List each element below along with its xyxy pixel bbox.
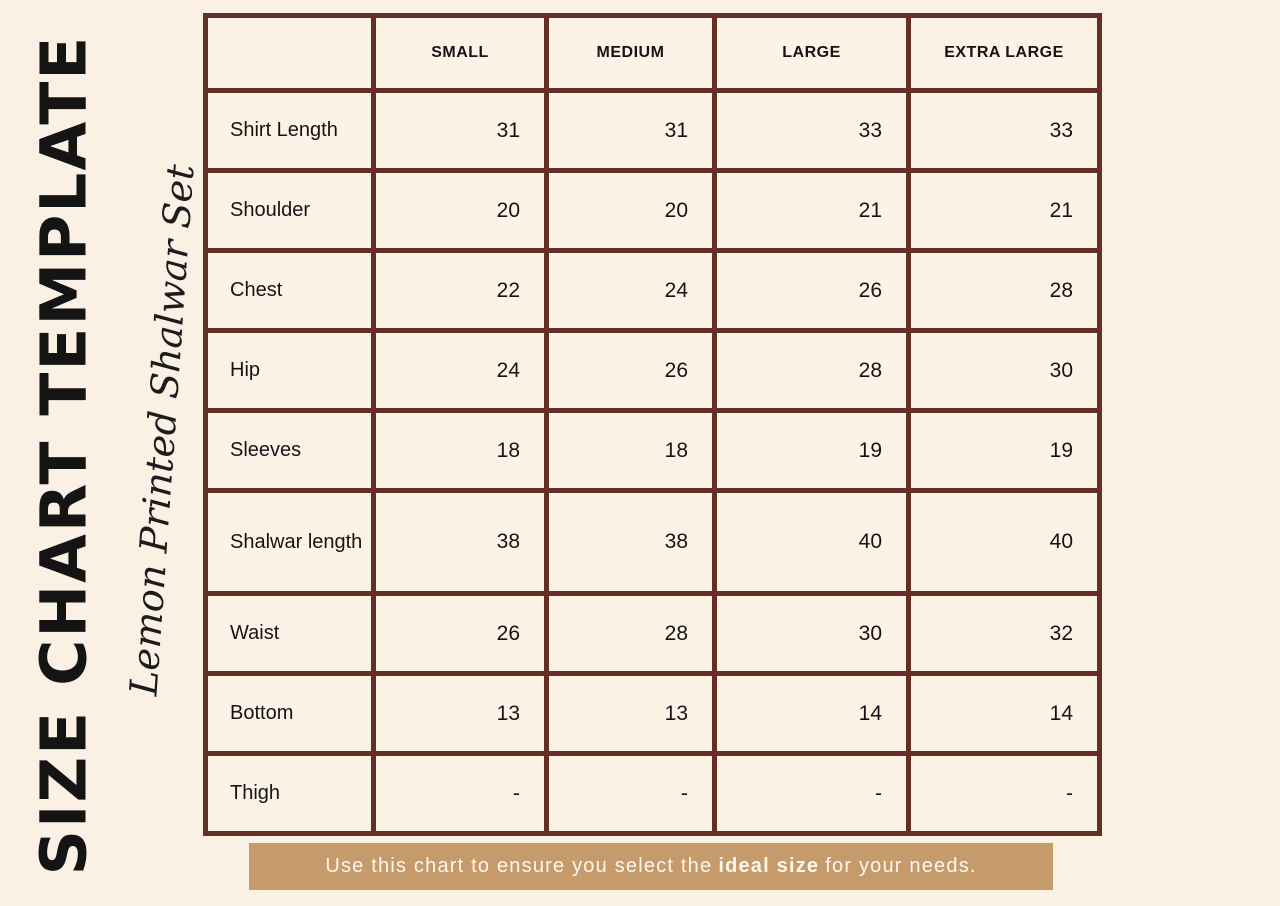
- cell-value: 30: [909, 331, 1100, 411]
- row-label: Shalwar length: [206, 491, 374, 594]
- cell-value: 38: [374, 491, 547, 594]
- cell-value: -: [547, 754, 715, 834]
- row-label: Shirt Length: [206, 91, 374, 171]
- cell-value: 31: [547, 91, 715, 171]
- cell-value: 38: [547, 491, 715, 594]
- cell-value: 28: [547, 594, 715, 674]
- table-row: [206, 251, 1100, 331]
- cell-value: 21: [909, 171, 1100, 251]
- cell-value: 13: [547, 674, 715, 754]
- cell-value: 19: [715, 411, 909, 491]
- footer-note-banner: [249, 843, 1053, 890]
- table-header-row: [206, 16, 1100, 91]
- cell-value: 28: [715, 331, 909, 411]
- cell-value: 32: [909, 594, 1100, 674]
- cell-value: 40: [715, 491, 909, 594]
- cell-value: 28: [909, 251, 1100, 331]
- page-subtitle: Lemon Printed Shalwar Set: [121, 162, 203, 698]
- row-label: Sleeves: [206, 411, 374, 491]
- row-label: Chest: [206, 251, 374, 331]
- table-row: [206, 491, 1100, 594]
- table-row: [206, 331, 1100, 411]
- page-title: SIZE CHART TEMPLATE: [27, 34, 101, 876]
- cell-value: 22: [374, 251, 547, 331]
- header-cell-large: LARGE: [715, 16, 909, 91]
- header-cell-extra-large: EXTRA LARGE: [909, 16, 1100, 91]
- cell-value: -: [909, 754, 1100, 834]
- cell-value: 33: [715, 91, 909, 171]
- row-label: Waist: [206, 594, 374, 674]
- cell-value: 14: [715, 674, 909, 754]
- table-row: [206, 411, 1100, 491]
- cell-value: 24: [374, 331, 547, 411]
- table-row: [206, 594, 1100, 674]
- table-row: [206, 91, 1100, 171]
- header-cell-empty: [206, 16, 374, 91]
- row-label: Hip: [206, 331, 374, 411]
- cell-value: 20: [547, 171, 715, 251]
- footer-note-suffix: for your needs.: [825, 855, 977, 877]
- cell-value: 19: [909, 411, 1100, 491]
- row-label: Thigh: [206, 754, 374, 834]
- cell-value: 18: [547, 411, 715, 491]
- cell-value: 24: [547, 251, 715, 331]
- cell-value: 31: [374, 91, 547, 171]
- cell-value: 33: [909, 91, 1100, 171]
- cell-value: 18: [374, 411, 547, 491]
- cell-value: 26: [715, 251, 909, 331]
- table-row: [206, 754, 1100, 834]
- cell-value: 14: [909, 674, 1100, 754]
- cell-value: 13: [374, 674, 547, 754]
- cell-value: 26: [547, 331, 715, 411]
- cell-value: -: [715, 754, 909, 834]
- cell-value: 40: [909, 491, 1100, 594]
- cell-value: -: [374, 754, 547, 834]
- size-chart-table: [203, 13, 1102, 836]
- footer-note-prefix: Use this chart to ensure you select the: [325, 855, 713, 877]
- cell-value: 26: [374, 594, 547, 674]
- cell-value: 21: [715, 171, 909, 251]
- row-label: Bottom: [206, 674, 374, 754]
- cell-value: 20: [374, 171, 547, 251]
- header-cell-small: SMALL: [374, 16, 547, 91]
- row-label: Shoulder: [206, 171, 374, 251]
- cell-value: 30: [715, 594, 909, 674]
- header-cell-medium: MEDIUM: [547, 16, 715, 91]
- table-row: [206, 171, 1100, 251]
- footer-note-bold: ideal size: [718, 855, 820, 877]
- size-chart-table-container: [203, 13, 1097, 836]
- table-row: [206, 674, 1100, 754]
